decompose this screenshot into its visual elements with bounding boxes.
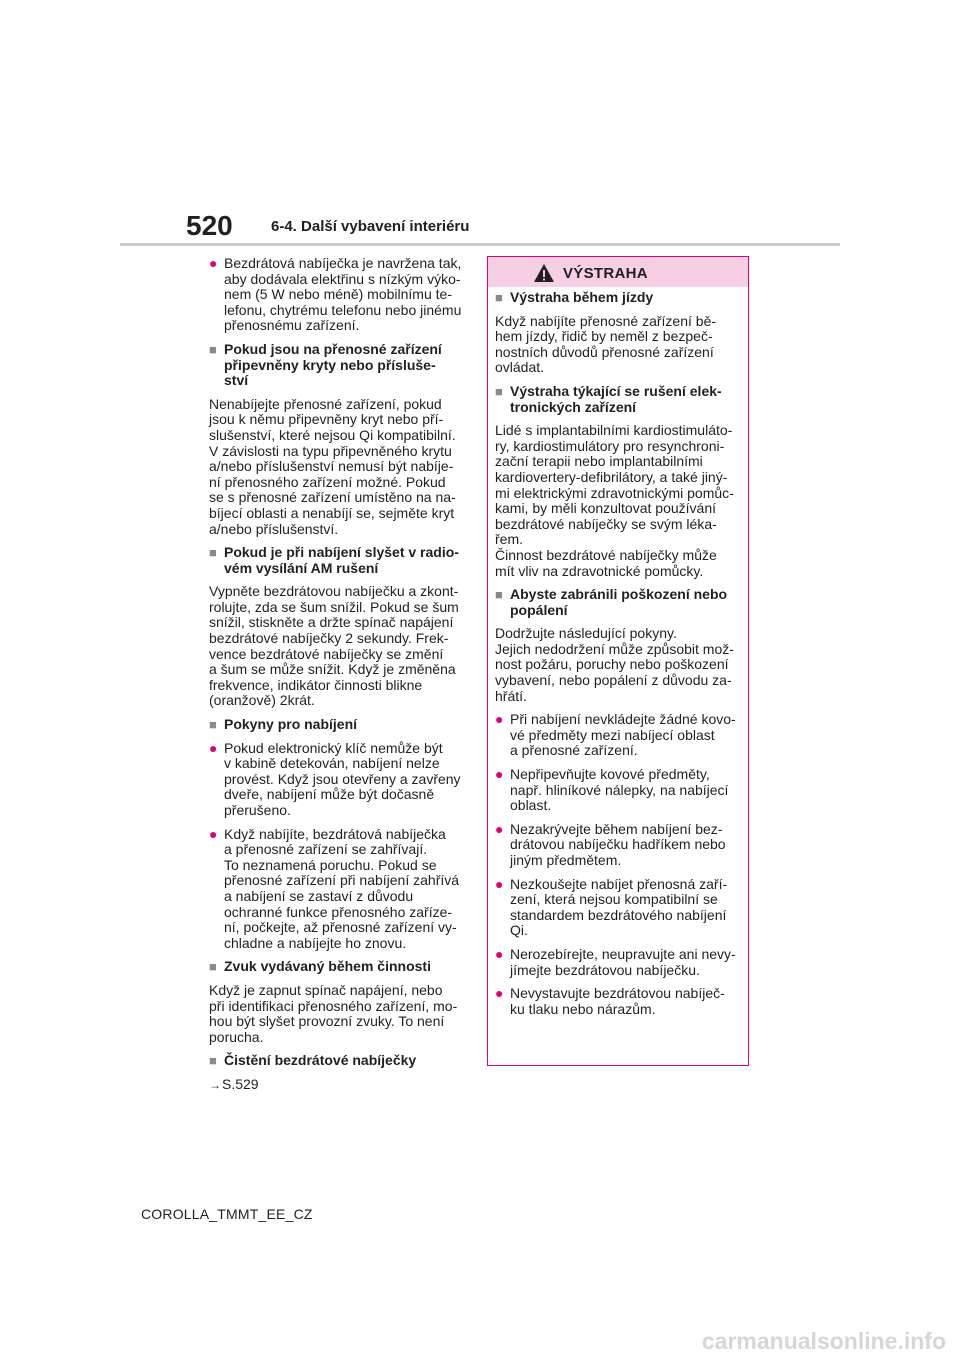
bullet-text: Nezakrývejte během nabíjení bez- drátovou nabíječku hadříkem nebo jiným předmětem. — [510, 820, 726, 868]
watermark: carmanualsonline.info — [701, 1328, 946, 1354]
subheading — [209, 342, 467, 389]
subheading — [495, 384, 747, 415]
subheading-text: Pokud je při nabíjení slyšet v radio- vém vysílání AM rušení — [224, 544, 459, 576]
bullet-item — [495, 986, 747, 1017]
subheading — [209, 1053, 467, 1069]
arrow-right-icon: → — [209, 1077, 221, 1092]
gray-square-icon: ■ — [209, 717, 217, 733]
paragraph: Vypněte bezdrátovou nabíječku a zkont- rolujte, zda se šum snížil. Pokud se šum snížil, stiskněte a držte spínač napájení bezdrátové nabíječky 2 sekundy. Frek- vence bezdrátové nabíječky se změní a šum se může snížit. Když je změněna frekvence, indikátor činnosti blikne (oranžově) 2krát. — [209, 583, 459, 709]
subheading — [495, 587, 747, 618]
paragraph: Lidé s implantabilními kardiostimuláto- ry, kardiostimulátory pro resynchroni- zační terapii nebo implantabilními kardiovertery-defibrilátory, a také jiný- mi elektrickými zdravotnickými pomůc- kami, by měli konzultovat používání bezdrátové nabíječky se svým léka- řem. Činnost bezdrátové nabíječky může mít vliv na zdravotnické pomůcky. — [495, 422, 734, 579]
subheading-text: Čistění bezdrátové nabíječky — [224, 1052, 417, 1069]
bullet-text: Při nabíjení nevkládejte žádné kovo- vé předměty mezi nabíjecí oblast a přenosné zařízení. — [510, 711, 736, 759]
gray-square-icon: ■ — [209, 959, 217, 975]
paragraph: Dodržujte následující pokyny. Jejich nedodržení může způsobit mož- nost požáru, poruchy nebo poškození vybavení, nebo popálení z důvodu za- hřátí. — [495, 625, 734, 704]
subheading-text: Pokud jsou na přenosné zařízení připevněny kryty nebo přísluše- ství — [224, 340, 442, 389]
gray-square-icon: ■ — [209, 545, 217, 561]
bullet-item — [209, 256, 467, 334]
magenta-dot-icon: ● — [495, 711, 504, 728]
bullet-item — [495, 822, 747, 869]
magenta-dot-icon: ● — [209, 739, 218, 756]
subheading — [209, 717, 467, 733]
paragraph: Když je zapnut spínač napájení, nebo při identifikaci přenosného zařízení, mo- hou být slyšet provozní zvuky. To není porucha. — [209, 981, 458, 1045]
magenta-dot-icon: ● — [495, 820, 504, 837]
bullet-item — [495, 877, 747, 939]
gray-square-icon: ■ — [209, 1053, 217, 1069]
subheading-text: Výstraha během jízdy — [510, 289, 654, 305]
bullet-text: Pokud elektronický klíč nemůže být v kabině detekován, nabíjení nelze provést. Když jsou otevřeny a zavřeny dveře, nabíjení může být dočasně přerušeno. — [224, 739, 461, 818]
warning-content — [495, 290, 747, 1025]
header-rule — [120, 243, 840, 246]
gray-square-icon: ■ — [495, 290, 503, 305]
subheading — [209, 545, 467, 576]
subheading — [495, 290, 747, 306]
page-number: 520 — [186, 210, 233, 241]
warning-triangle-icon — [533, 263, 555, 283]
gray-square-icon: ■ — [209, 341, 217, 357]
magenta-dot-icon: ● — [495, 945, 504, 962]
warning-title: VÝSTRAHA — [563, 265, 648, 282]
bullet-text: Nerozebírejte, neupravujte ani nevy- jímejte bezdrátovou nabíječku. — [510, 945, 736, 978]
bullet-item — [495, 712, 747, 759]
subheading — [209, 959, 467, 975]
section-title: 6-4. Další vybavení interiéru — [271, 218, 470, 235]
subheading-text: Pokyny pro nabíjení — [224, 716, 358, 733]
magenta-dot-icon: ● — [209, 255, 218, 271]
gray-square-icon: ■ — [495, 383, 503, 399]
left-column — [209, 256, 467, 1102]
bullet-text: Bezdrátová nabíječka je navržena tak, aby dodávala elektřinu s nízkým výko- nem (5 W nebo méně) mobilnímu te- lefonu, chytrému telefonu nebo jinému přenosnému zařízení. — [224, 255, 462, 334]
page-reference-link[interactable] — [209, 1077, 467, 1094]
warning-header — [488, 257, 748, 287]
magenta-dot-icon: ● — [495, 766, 504, 783]
paragraph: Když nabíjíte přenosné zařízení bě- hem jízdy, řidič by neměl z bezpeč- nostních důvodů přenosné zařízení ovládat. — [495, 312, 717, 376]
bullet-item — [209, 827, 467, 952]
document-code: COROLLA_TMMT_EE_CZ — [141, 1206, 313, 1222]
bullet-text: Nepřipevňujte kovové předměty, např. hliníkové nálepky, na nabíjecí oblast. — [510, 766, 729, 814]
magenta-dot-icon: ● — [495, 875, 504, 892]
page-reference-text: S.529 — [222, 1075, 259, 1092]
magenta-dot-icon: ● — [495, 985, 504, 1002]
bullet-item — [495, 947, 747, 978]
subheading-text: Zvuk vydávaný během činnosti — [224, 958, 431, 975]
paragraph: Nenabíjejte přenosné zařízení, pokud jsou k němu připevněny kryt nebo pří- slušenství, které nejsou Qi kompatibilní. V závislosti na typu připevněného krytu a/nebo příslušenství nemusí být nabíje- ní přenosného zařízení možné. Pokud se s přenosné zařízení umístěno na na- bíjecí oblasti a nenabíjí se, sejměte kryt a/nebo příslušenství. — [209, 395, 456, 537]
magenta-dot-icon: ● — [209, 825, 218, 842]
subheading-text: Abyste zabránili poškození nebo popálení — [510, 586, 728, 618]
gray-square-icon: ■ — [495, 587, 503, 603]
bullet-item — [209, 741, 467, 819]
bullet-text: Když nabíjíte, bezdrátová nabíječka a přenosné zařízení se zahřívají. To neznamená poruchu. Pokud se přenosné zařízení při nabíjení zahřívá a nabíjení se zastaví z důvodu ochranné funkce přenosného zaříze- ní, počkejte, až přenosné zařízení vy- chladne a nabíjejte ho znovu. — [224, 825, 460, 951]
subheading-text: Výstraha týkající se rušení elek- tronických zařízení — [510, 382, 722, 415]
bullet-text: Nezkoušejte nabíjet přenosná zaří- zení, která nejsou kompatibilní se standardem bezdrátového nabíjení Qi. — [510, 875, 728, 939]
bullet-text: Nevystavujte bezdrátovou nabíječ- ku tlaku nebo nárazům. — [510, 985, 725, 1017]
bullet-item — [495, 767, 747, 814]
